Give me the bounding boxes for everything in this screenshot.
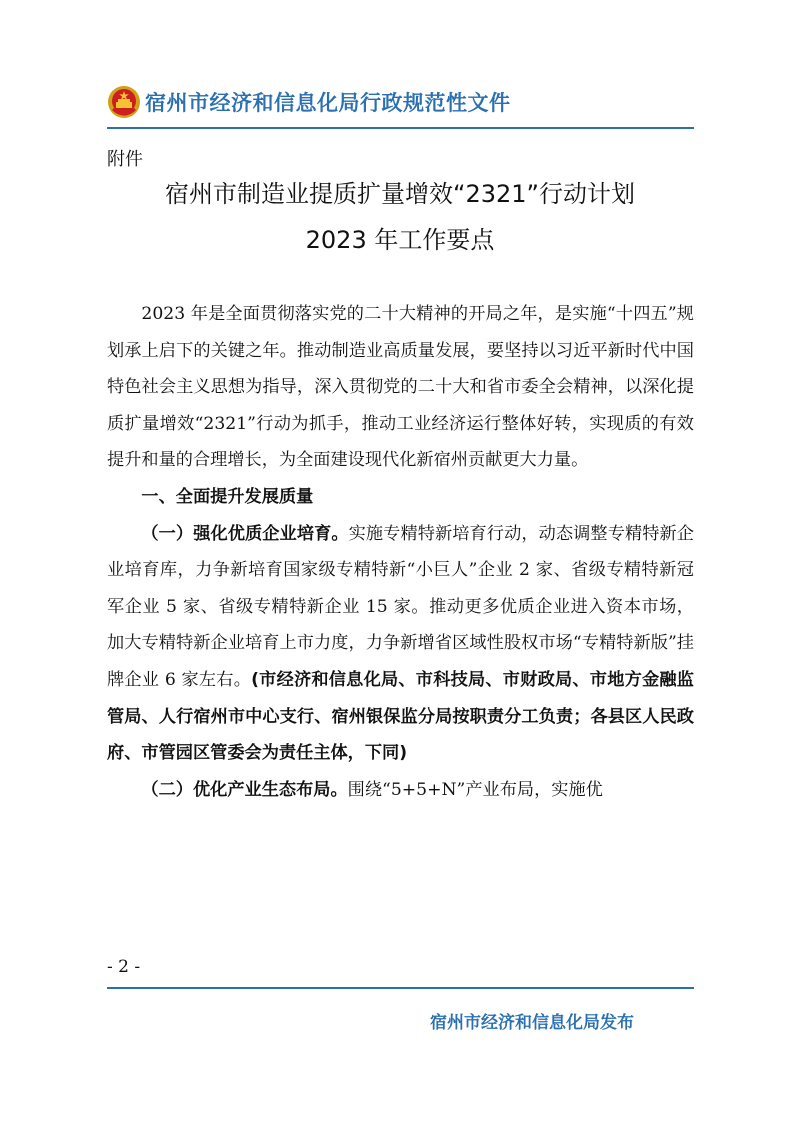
intro-paragraph: 2023 年是全面贯彻落实党的二十大精神的开局之年，是实施“十四五”规划承上启下的关键之年。推动制造业高质量发展，要坚持以习近平新时代中国特色社会主义思想为指导，深入贯彻党的二十大和省市委全会精神，以深化提质扩量增效“2321”行动为抓手，推动工业经济运行整体好转，实现质的有效提升和量的合理增长，为全面建设现代化新宿州贡献更大力量。 — [107, 304, 694, 471]
page-number: - 2 - — [107, 957, 141, 977]
item1-paragraph — [107, 516, 694, 772]
footer-divider — [107, 987, 694, 989]
item2-title: （二）优化产业生态布局。 — [141, 779, 348, 800]
document-title-line1: 宿州市制造业提质扩量增效“2321”行动计划 — [165, 180, 635, 208]
footer-publisher: 宿州市经济和信息化局发布 — [430, 1013, 634, 1033]
header-title: 宿州市经济和信息化局行政规范性文件 — [145, 91, 511, 115]
header-divider — [107, 127, 694, 129]
document-title-line2: 2023 年工作要点 — [305, 226, 495, 254]
document-body — [107, 296, 694, 808]
item1-text: 实施专精特新培育行动，动态调整专精特新企业培育库，力争新培育国家级专精特新“小巨人”企业 2 家、省级专精特新冠军企业 5 家、省级专精特新企业 15 家。推动更多优质企业进入资本市场，加大专精特新企业培育上市力度，力争新增省区域性股权市场“专精特新版”挂牌企业 6 家左右。 — [107, 523, 694, 690]
document-header — [107, 84, 511, 120]
national-emblem-icon — [107, 85, 141, 119]
attachment-label: 附件 — [107, 149, 143, 170]
item1-responsible: (市经济和信息化局、市科技局、市财政局、市地方金融监管局、人行宿州市中心支行、宿州银保监分局按职责分工负责；各县区人民政府、市管园区管委会为责任主体，下同) — [107, 669, 694, 764]
item2-text: 围绕“5+5+N”产业布局，实施优 — [347, 779, 603, 800]
item2-paragraph — [107, 772, 694, 809]
section-heading: 一、全面提升发展质量 — [141, 486, 314, 507]
item1-title: （一）强化优质企业培育。 — [141, 523, 349, 544]
